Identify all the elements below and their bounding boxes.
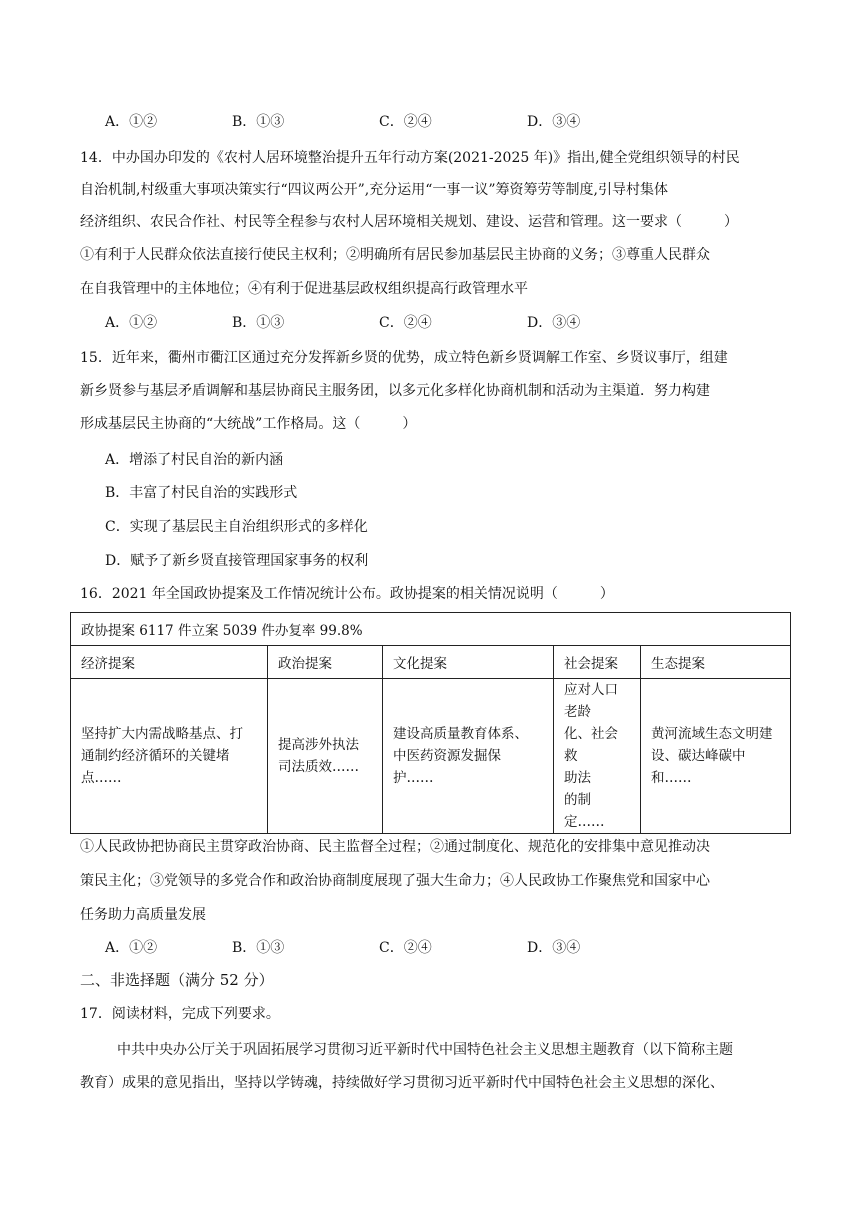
cell-line: 老龄 (564, 704, 591, 720)
column-header-politics: 政治提案 (268, 646, 383, 679)
option-d[interactable]: D．③④ (527, 114, 581, 130)
q16-statements-line-3: 任务助力高质量发展 (80, 907, 206, 923)
cell-line: 助法 (564, 770, 591, 786)
cell-line: 坚持扩大内需战略基点、打 (81, 726, 243, 742)
cell-line: 和…… (651, 770, 692, 786)
section-title: 二、非选择题（满分 52 分） (80, 971, 274, 989)
q17-stem: 17．阅读材料，完成下列要求。 (80, 1006, 280, 1022)
cell-society (554, 679, 641, 834)
cell-ecology (641, 679, 791, 834)
q15-option-c[interactable]: C．实现了基层民主自治组织形式的多样化 (105, 519, 368, 535)
cell-line: 中医药资源发掘保 (393, 748, 501, 764)
cell-economy (71, 679, 268, 834)
q14-stem-line-3: 经济组织、农民合作社、村民等全程参与农村人居环境相关规划、建设、运营和管理。这一要求（ ） (80, 214, 738, 230)
cell-line: 设、碳达峰碳中 (651, 748, 746, 764)
cell-politics (268, 679, 383, 834)
table-header-summary: 政协提案 6117 件立案 5039 件办复率 99.8% (71, 613, 791, 646)
q14-stem-line-2: 自治机制,村级重大事项决策实行“四议两公开”,充分运用“一事一议”筹资筹劳等制度,引导村集体 (80, 182, 668, 198)
cell-line: 通制约经济循环的关键堵 (81, 748, 230, 764)
q14-options (105, 313, 705, 333)
column-header-economy: 经济提案 (71, 646, 268, 679)
cell-line: 建设高质量教育体系、 (393, 726, 528, 742)
option-a[interactable]: A．①② (105, 114, 158, 130)
cell-line: 提高涉外执法 (278, 737, 359, 753)
cell-line: 司法质效…… (278, 759, 359, 775)
q15-option-d[interactable]: D．赋予了新乡贤直接管理国家事务的权利 (105, 553, 369, 569)
q17-material-line-2: 教育）成果的意见指出，坚持以学铸魂，持续做好学习贯彻习近平新时代中国特色社会主义思想的深化、 (80, 1075, 724, 1091)
option-d[interactable]: D．③④ (527, 940, 581, 956)
q16-stem: 16．2021 年全国政协提案及工作情况统计公布。政协提案的相关情况说明（ ） (80, 586, 614, 602)
column-header-culture: 文化提案 (383, 646, 554, 679)
option-a[interactable]: A．①② (105, 940, 158, 956)
column-header-society: 社会提案 (554, 646, 641, 679)
q15-stem-line-2: 新乡贤参与基层矛盾调解和基层协商民主服务团，以多元化多样化协商机制和活动为主渠道．努力构建 (80, 383, 710, 399)
cell-line: 应对人口 (564, 682, 618, 698)
q16-options (105, 938, 705, 958)
cell-line: 护…… (393, 770, 434, 786)
option-c[interactable]: C．②④ (379, 114, 432, 130)
q17-material-line-1: 中共中央办公厅关于巩固拓展学习贯彻习近平新时代中国特色社会主义思想主题教育（以下简称主题 (117, 1042, 733, 1058)
q15-stem-line-3: 形成基层民主协商的“大统战”工作格局。这（ ） (80, 416, 417, 432)
cell-line: 化、社会救 (564, 726, 618, 764)
cell-line: 的制 (564, 792, 591, 808)
q13-options (105, 112, 705, 132)
q14-stem-line-1: 14．中办国办印发的《农村人居环境整治提升五年行动方案(2021-2025 年)》指出,健全党组织领导的村民 (80, 150, 740, 166)
cell-line: 点…… (81, 770, 122, 786)
q14-statements-line-2: 在自我管理中的主体地位；④有利于促进基层政权组织提高行政管理水平 (80, 281, 528, 297)
q15-option-a[interactable]: A．增添了村民自治的新内涵 (105, 452, 284, 468)
cell-line: 黄河流域生态文明建 (651, 726, 773, 742)
proposal-table (70, 612, 791, 834)
option-a[interactable]: A．①② (105, 315, 158, 331)
q16-statements-line-1: ①人民政协把协商民主贯穿政治协商、民主监督全过程；②通过制度化、规范化的安排集中意见推动决 (80, 839, 710, 855)
option-b[interactable]: B．①③ (232, 940, 285, 956)
option-c[interactable]: C．②④ (379, 315, 432, 331)
option-c[interactable]: C．②④ (379, 940, 432, 956)
column-header-ecology: 生态提案 (641, 646, 791, 679)
cell-line: 定…… (564, 814, 605, 830)
option-b[interactable]: B．①③ (232, 114, 285, 130)
option-d[interactable]: D．③④ (527, 315, 581, 331)
q16-statements-line-2: 策民主化；③党领导的多党合作和政治协商制度展现了强大生命力；④人民政协工作聚焦党和国家中心 (80, 873, 710, 889)
cell-culture (383, 679, 554, 834)
q15-stem-line-1: 15．近年来，衢州市衢江区通过充分发挥新乡贤的优势，成立特色新乡贤调解工作室、乡贤议事厅，组建 (80, 350, 728, 366)
option-b[interactable]: B．①③ (232, 315, 285, 331)
q14-statements-line-1: ①有利于人民群众依法直接行使民主权利；②明确所有居民参加基层民主协商的义务；③尊重人民群众 (80, 247, 710, 263)
q15-option-b[interactable]: B．丰富了村民自治的实践形式 (105, 485, 298, 501)
